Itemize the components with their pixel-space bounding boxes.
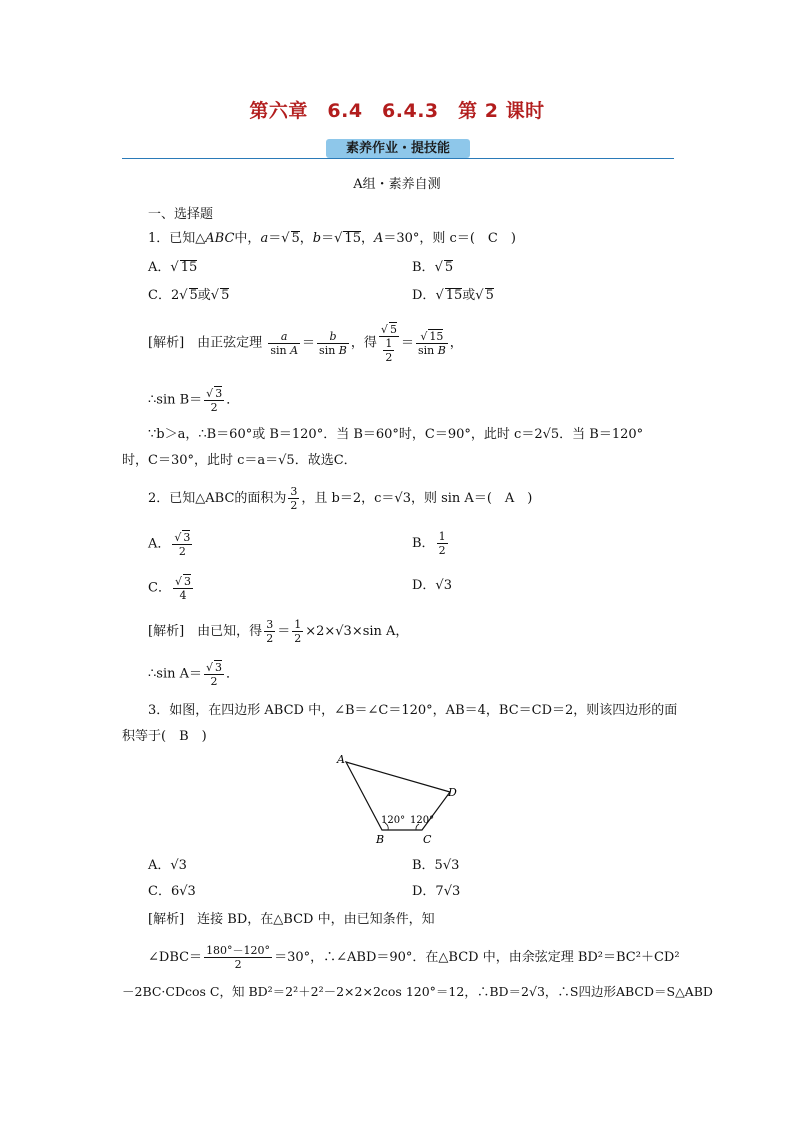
q3-option-a: A．√3	[148, 858, 187, 873]
quadrilateral-figure	[330, 750, 470, 850]
q2-stem: 2．已知△ABC的面积为 $\frac{3}{2}$ ，且 b＝2，c＝√3，则 sin A＝( A )	[148, 485, 533, 512]
section-badge: 素养作业・提技能	[326, 139, 470, 158]
q1-analysis-line3: ∵b＞a，∴B＝60°或 B＝120°．当 B＝60°时，C＝90°，此时 c＝2√5．当 B＝120°	[148, 427, 644, 442]
vertex-a-label: A	[337, 753, 345, 766]
q2-option-c: C． $\frac{√ 3}{4}$	[148, 575, 191, 602]
angle-b-label: 120°	[381, 815, 406, 826]
q1-option-b: B．√ 5	[412, 260, 454, 275]
page-title: 第六章 6.4 6.4.3 第 2 课时	[249, 100, 545, 122]
q3-option-d: D．7√3	[412, 884, 461, 899]
q3-stem-line2: 积等于( B )	[122, 729, 207, 744]
q1-therefore: ∴sin B＝ $\frac{√ 3}{2}$ ．	[148, 387, 240, 414]
angle-c-label: 120°	[410, 815, 435, 826]
group-heading: A组・素养自测	[353, 177, 441, 192]
q1-option-c: C．2√ 5或√ 5	[148, 288, 230, 303]
q2-option-d: D．√3	[412, 578, 452, 593]
q1-analysis: [解析] 由正弦定理 $\frac{a}{\text{sin A}}$ ＝ $\frac{b}{\text{sin B}}$ ，得 $\frac{√ 5}{\frac{1}{2}}$ ＝ $\frac{√ 15}{\text{sin B}}$ ，	[148, 323, 463, 364]
q1-option-d: D．√ 15或√ 5	[412, 288, 494, 303]
q2-therefore: ∴sin A＝ $\frac{√ 3}{2}$ ．	[148, 661, 240, 688]
q3-stem-line1: 3．如图，在四边形 ABCD 中，∠B＝∠C＝120°，AB＝4，BC＝CD＝2，则该四边形的面	[148, 703, 678, 718]
header-divider	[122, 158, 674, 159]
q1-analysis-line4: 时，C＝30°，此时 c＝a＝√5．故选C．	[122, 453, 357, 468]
q3-analysis: [解析] 连接 BD，在△BCD 中，由已知条件，知	[148, 912, 435, 927]
q1-stem: 1．已知△ABC中，a＝√ 5，b＝√ 15，A＝30°，则 c＝( C )	[148, 231, 516, 246]
vertex-d-label: D	[448, 786, 457, 799]
q2-option-a: A． $\frac{√ 3}{2}$	[148, 531, 191, 558]
q1-option-a: A．√ 15	[148, 260, 198, 275]
q3-analysis-line3: －2BC·CDcos C，知 BD²＝2²＋2²－2×2×2cos 120°＝12，∴BD＝2√3，∴S四边形ABCD＝S△ABD	[122, 984, 713, 999]
part-heading: 一、选择题	[148, 207, 214, 222]
q3-option-b: B．5√3	[412, 858, 460, 873]
q2-option-b: B． $\frac{1}{2}$	[412, 530, 446, 557]
vertex-c-label: C	[423, 833, 432, 846]
q3-option-c: C．6√3	[148, 884, 196, 899]
vertex-b-label: B	[376, 833, 385, 846]
q3-analysis-line2: ∠DBC＝ $\frac{180^\circ-120^\circ}{2}$ ＝30°，∴∠ABD＝90°．在△BCD 中，由余弦定理 BD²＝BC²＋CD²	[148, 944, 680, 971]
q2-analysis: [解析] 由已知，得 $\frac{3}{2}$ ＝ $\frac{1}{2}$ ×2×√3×sin A，	[148, 618, 409, 645]
